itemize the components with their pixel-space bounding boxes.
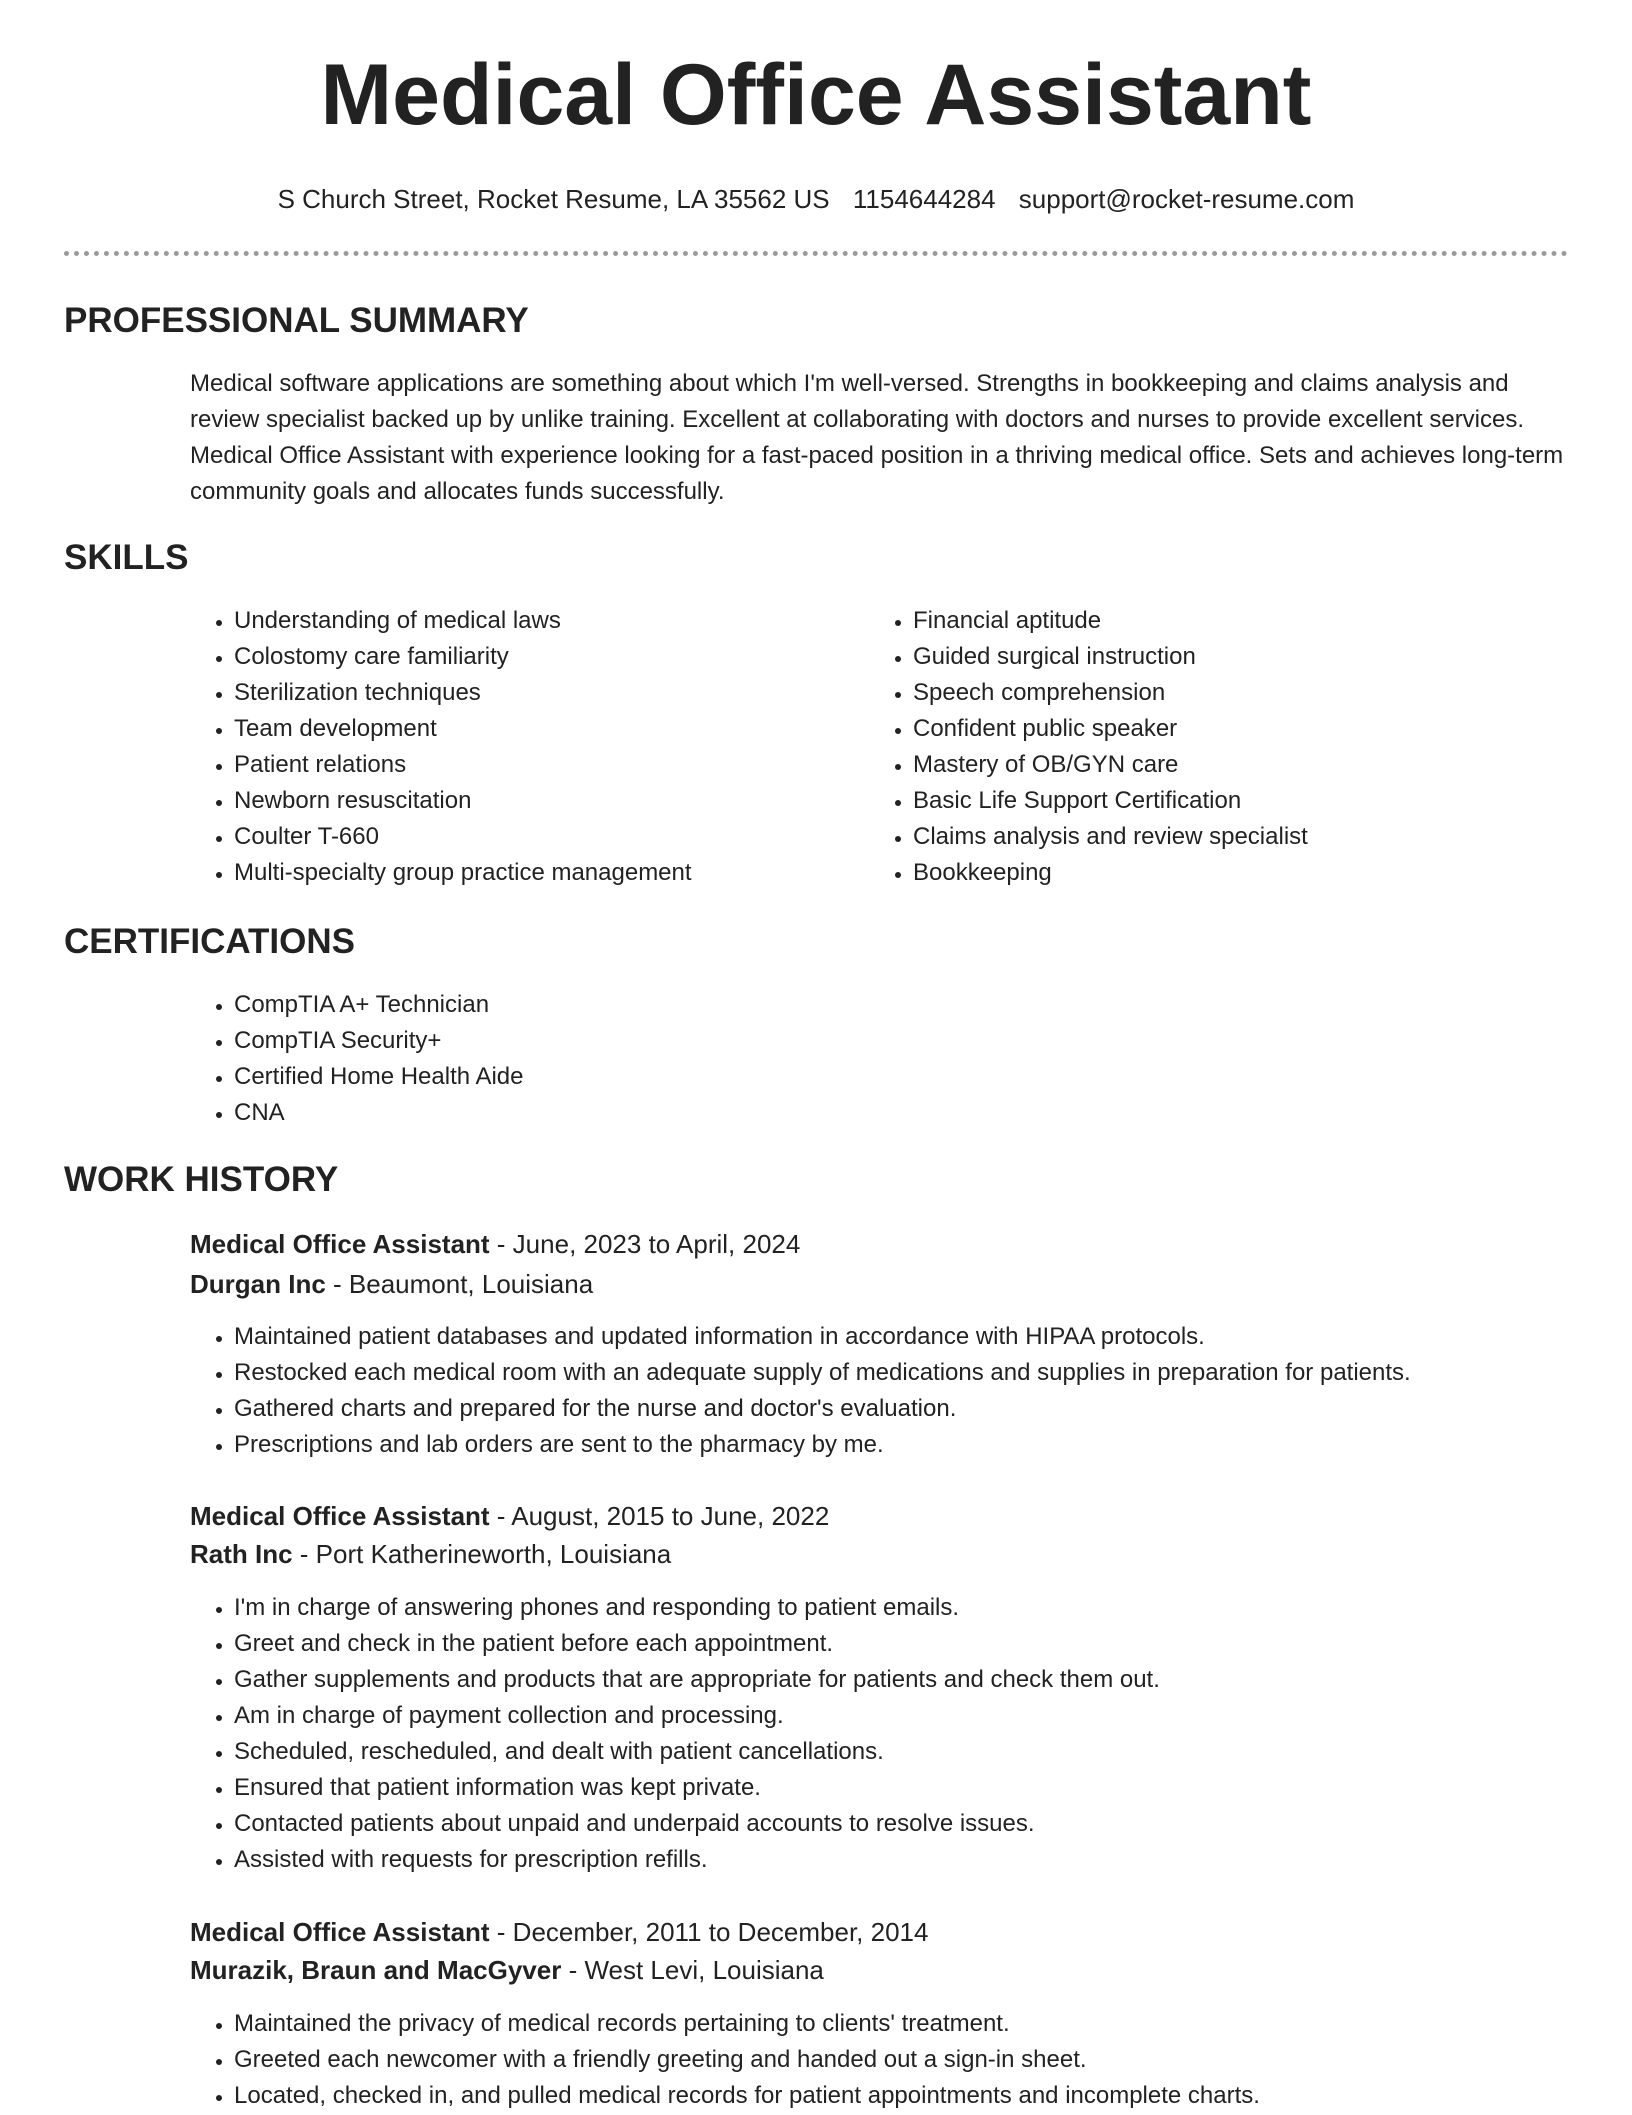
- certification-item: • CompTIA Security+: [234, 1023, 934, 1059]
- job-duty-item: • Gather supplements and products that are appropriate for patients and check them out.: [234, 1662, 1614, 1698]
- certification-item: • CompTIA A+ Technician: [234, 987, 934, 1023]
- job-duty-item: • Maintained the privacy of medical records pertaining to clients' treatment.: [234, 2006, 1614, 2042]
- certification-item: • Certified Home Health Aide: [234, 1059, 934, 1095]
- job-location: - Beaumont, Louisiana: [325, 1269, 594, 1299]
- skill-item: • Mastery of OB/GYN care: [913, 747, 1553, 783]
- skill-item: • Bookkeeping: [913, 855, 1553, 891]
- skill-item: • Colostomy care familiarity: [234, 639, 854, 675]
- job-title-line: [190, 1498, 829, 1534]
- job-dates: - August, 2015 to June, 2022: [489, 1501, 830, 1531]
- job-location: - West Levi, Louisiana: [561, 1955, 824, 1985]
- section-title-certifications: CERTIFICATIONS: [64, 922, 356, 961]
- job-company-line: [190, 1536, 671, 1572]
- job-duty-item: • Restocked each medical room with an adequate supply of medications and supplies in preparation for patients.: [234, 1355, 1614, 1391]
- job-duty-item: • Greet and check in the patient before each appointment.: [234, 1626, 1614, 1662]
- job-title-line: [190, 1914, 928, 1950]
- skills-list-right: [869, 603, 1553, 891]
- skill-item: • Patient relations: [234, 747, 854, 783]
- job-role: Medical Office Assistant: [190, 1917, 490, 1947]
- section-title-skills: SKILLS: [64, 538, 189, 577]
- job-duty-item: • Am in charge of payment collection and processing.: [234, 1698, 1614, 1734]
- skill-item: • Team development: [234, 711, 854, 747]
- job-dates: - December, 2011 to December, 2014: [489, 1917, 929, 1947]
- job-duty-item: • Greeted each newcomer with a friendly greeting and handed out a sign-in sheet.: [234, 2042, 1614, 2078]
- header-divider: [64, 251, 1568, 256]
- certification-item: • CNA: [234, 1095, 934, 1131]
- job-duty-item: • I'm in charge of answering phones and responding to patient emails.: [234, 1590, 1614, 1626]
- job-company-line: [190, 1266, 593, 1302]
- job-role: Medical Office Assistant: [190, 1501, 490, 1531]
- job-duty-item: • Contacted patients about unpaid and underpaid accounts to resolve issues.: [234, 1806, 1614, 1842]
- contact-phone: 1154644284: [852, 184, 996, 214]
- skill-item: • Confident public speaker: [913, 711, 1553, 747]
- certifications-list: [190, 987, 934, 1131]
- contact-line: [0, 183, 1632, 215]
- job-duty-item: • Scheduled, rescheduled, and dealt with patient cancellations.: [234, 1734, 1614, 1770]
- skill-item: • Sterilization techniques: [234, 675, 854, 711]
- job-duty-item: • Ensured that patient information was kept private.: [234, 1770, 1614, 1806]
- job-company: Durgan Inc: [190, 1269, 326, 1299]
- skill-item: • Multi-specialty group practice management: [234, 855, 854, 891]
- candidate-name: Medical Office Assistant: [320, 47, 1312, 143]
- contact-address: S Church Street, Rocket Resume, LA 35562 US: [277, 184, 830, 214]
- job-duties-list: [190, 1319, 1614, 1463]
- contact-email: support@rocket-resume.com: [1018, 184, 1355, 214]
- skill-item: • Coulter T-660: [234, 819, 854, 855]
- job-duties-list: [190, 1590, 1614, 1878]
- job-company-line: [190, 1952, 824, 1988]
- section-title-summary: PROFESSIONAL SUMMARY: [64, 301, 529, 340]
- job-duty-item: • Located, checked in, and pulled medical records for patient appointments and incomplete charts.: [234, 2078, 1614, 2114]
- job-title-line: [190, 1226, 800, 1262]
- skill-item: • Speech comprehension: [913, 675, 1553, 711]
- job-location: - Port Katherineworth, Louisiana: [292, 1539, 672, 1569]
- section-title-work-history: WORK HISTORY: [64, 1160, 339, 1199]
- job-duty-item: • Assisted with requests for prescription refills.: [234, 1842, 1614, 1878]
- skill-item: • Financial aptitude: [913, 603, 1553, 639]
- skill-item: • Claims analysis and review specialist: [913, 819, 1553, 855]
- job-dates: - June, 2023 to April, 2024: [489, 1229, 801, 1259]
- job-company: Rath Inc: [190, 1539, 293, 1569]
- job-duty-item: • Maintained patient databases and updated information in accordance with HIPAA protocols.: [234, 1319, 1614, 1355]
- job-role: Medical Office Assistant: [190, 1229, 490, 1259]
- job-company: Murazik, Braun and MacGyver: [190, 1955, 562, 1985]
- skill-item: • Newborn resuscitation: [234, 783, 854, 819]
- skill-item: • Understanding of medical laws: [234, 603, 854, 639]
- job-duties-list: [190, 2006, 1614, 2114]
- skill-item: • Basic Life Support Certification: [913, 783, 1553, 819]
- skills-list-left: [190, 603, 854, 891]
- summary-text: Medical software applications are something about which I'm well-versed. Strengths in bookkeeping and claims analysis and review specialist backed up by unlike training. Excellent at collaborating with doctors and nurses to provide excellent services. Medical Office Assistant with experience looking for a fast-paced position in a thriving medical office. Sets and achieves long-term community goals and allocates funds successfully.: [190, 370, 1564, 505]
- job-duty-item: • Gathered charts and prepared for the nurse and doctor's evaluation.: [234, 1391, 1614, 1427]
- job-duty-item: • Prescriptions and lab orders are sent to the pharmacy by me.: [234, 1427, 1614, 1463]
- skill-item: • Guided surgical instruction: [913, 639, 1553, 675]
